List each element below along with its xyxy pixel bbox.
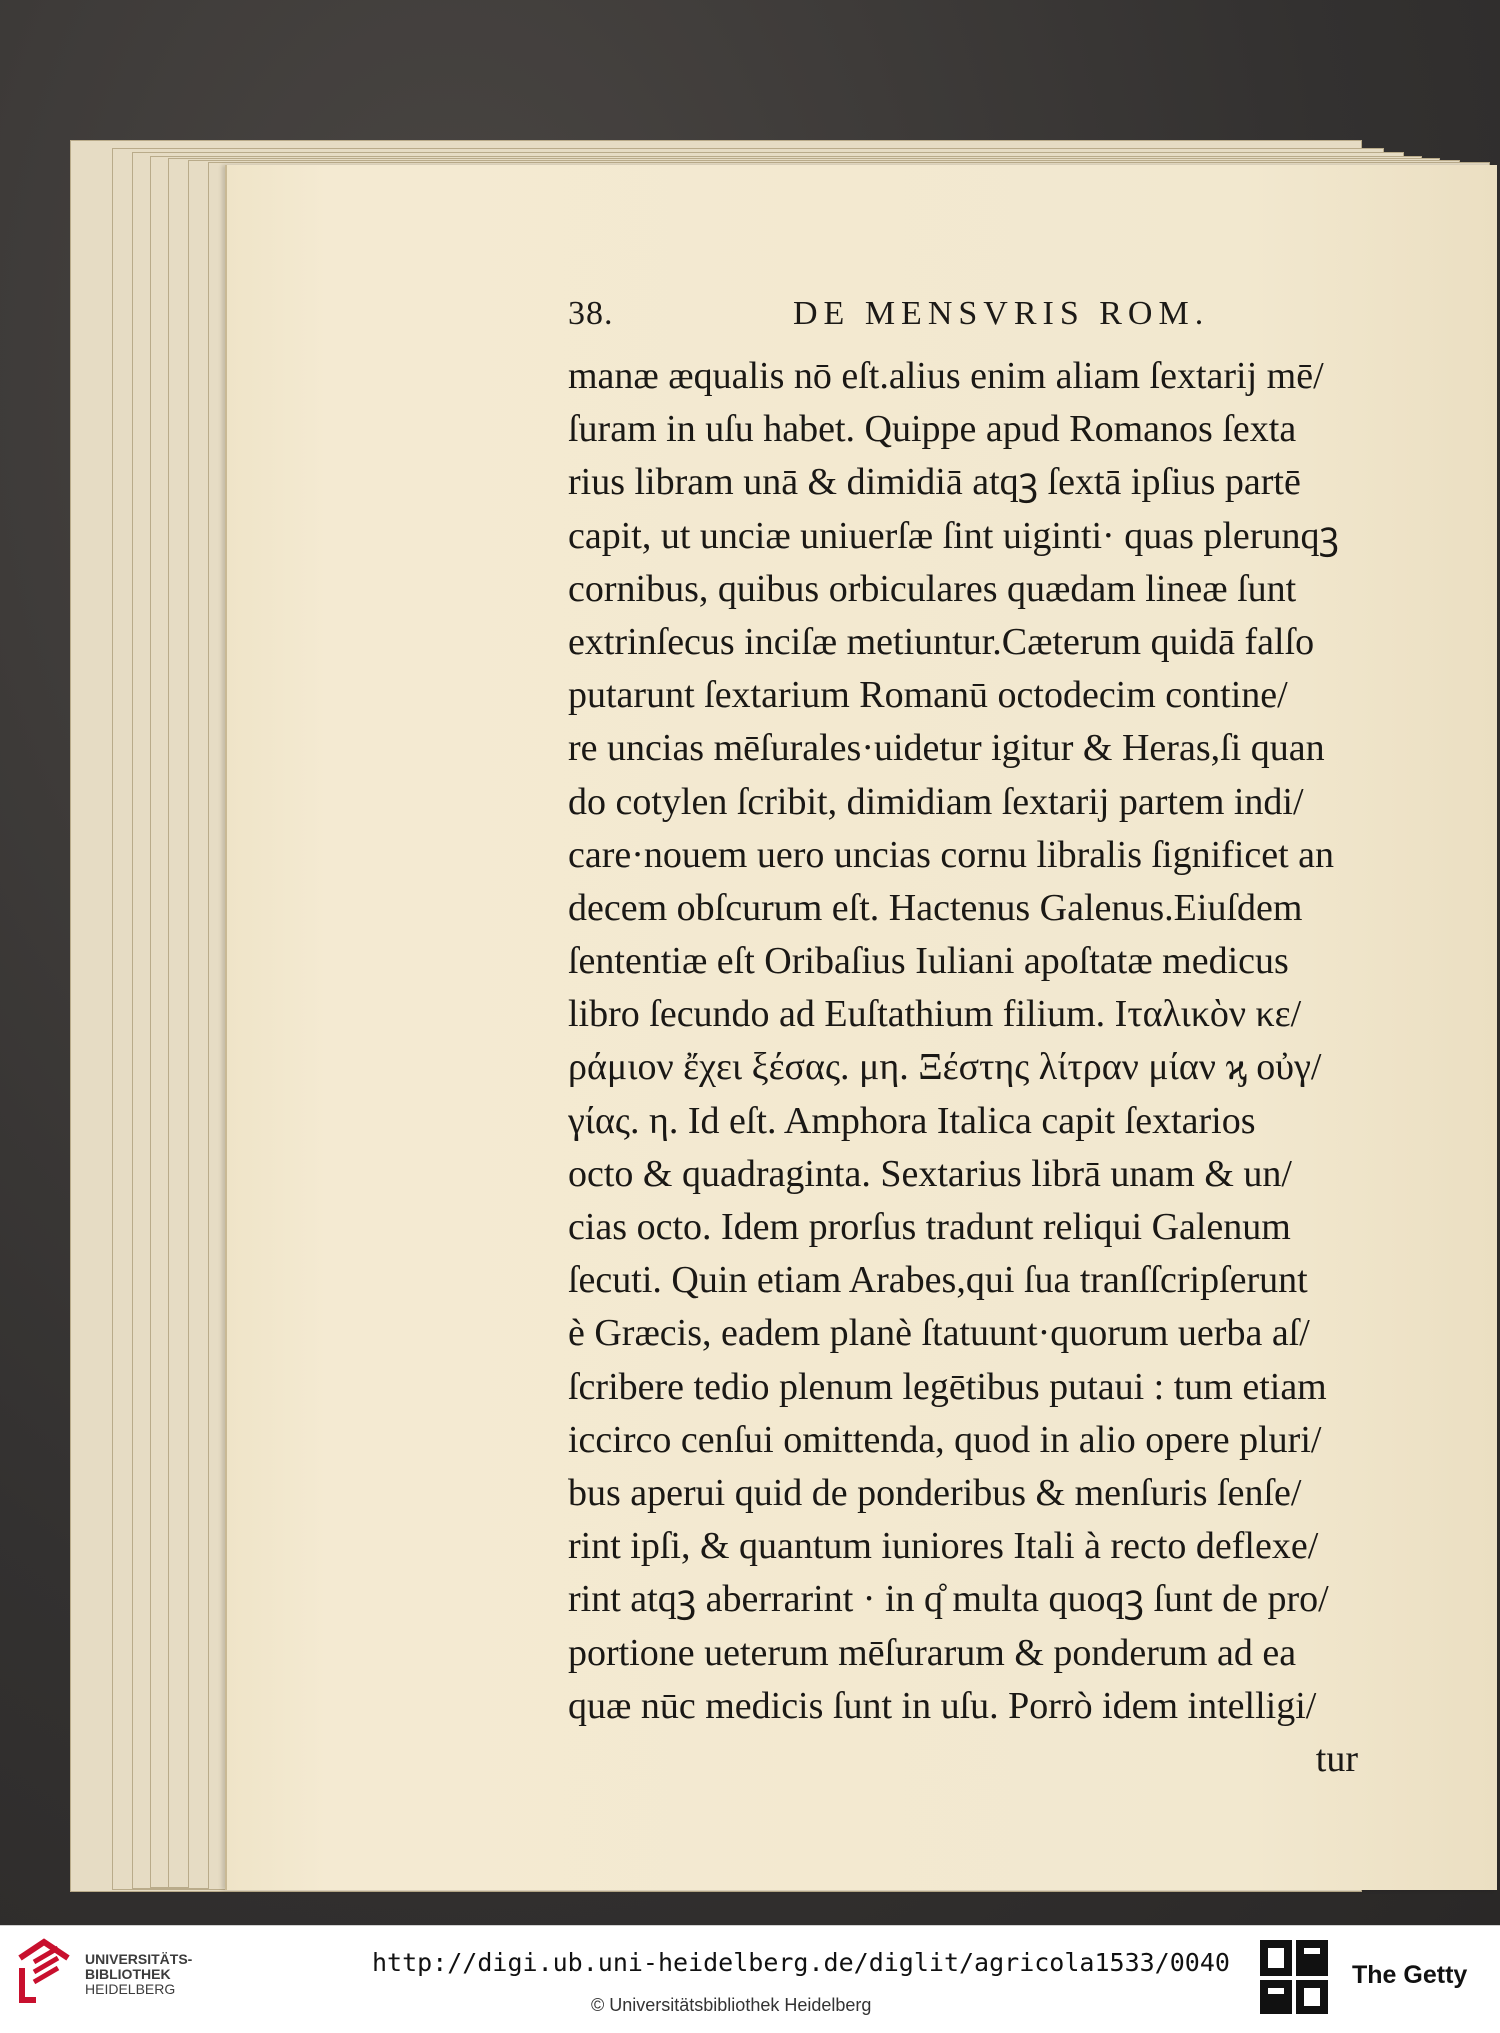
text-line: octo & quadraginta. Sextarius librā unam & un/ [568,1152,1292,1195]
text-line: extrinſecus inciſæ metiuntur.Cæterum quidā falſo [568,620,1315,663]
text-line: ſuram in uſu habet. Quippe apud Romanos ſexta [568,408,1297,451]
text-line: ſcribere tedio plenum legētibus putaui : tum etiam [568,1365,1327,1408]
text-line: ſententiæ eſt Oribaſius Iuliani apoſtatæ medicus [568,940,1289,983]
institution-line: BIBLIOTHEK [85,1966,171,1982]
running-head: DE MENSVRIS ROM. [793,295,1210,332]
text-line: cornibus, quibus orbiculares quædam lineæ ſunt [568,567,1297,610]
text-line: rint ipſi, & quantum iuniores Itali à recto deflexe/ [568,1525,1319,1568]
text-line: putarunt ſextarium Romanū octodecim contine/ [568,674,1288,717]
text-line: rius libram unā & dimidiā atqꝫ ſextā ipſius partē [568,461,1301,504]
text-line: manæ æqualis nō eſt.alius enim aliam ſextarij mē/ [568,355,1324,397]
institution-name [85,1952,192,1997]
text-line: ſecuti. Quin etiam Arabes,qui ſua tranſſcripſerunt [568,1259,1308,1302]
text-line: quæ nūc medicis ſunt in uſu. Porrò idem intelligi/ [568,1684,1317,1727]
text-line: è Græcis, eadem planè ſtatuunt·quorum uerba aſ/ [568,1312,1310,1355]
permalink-url[interactable]: http://digi.ub.uni-heidelberg.de/diglit/agricola1533/0040 [372,1948,1230,1977]
copyright-notice: © Universitätsbibliothek Heidelberg [591,1995,872,2015]
getty-logo-icon[interactable] [1258,1938,1330,2016]
text-line: portione ueterum mēſurarum & ponderum ad ea [568,1631,1297,1674]
text-line: capit, ut unciæ uniuerſæ ſint uiginti· quas plerunqꝫ [568,514,1339,557]
partner-name[interactable]: The Getty [1352,1961,1468,1989]
text-line: rint atqꝫ aberrarint · in q̊ multa quoqꝫ ſunt de pro/ [568,1578,1329,1621]
text-line: bus aperui quid de ponderibus & menſuris ſenſe/ [568,1471,1302,1514]
viewer-footer [0,1925,1500,2033]
institution-line: UNIVERSITÄTS- [85,1951,193,1967]
text-line: decem obſcurum eſt. Hactenus Galenus.Eiuſdem [568,886,1303,929]
ub-heidelberg-logo-icon[interactable] [14,1938,76,2008]
text-line: re uncias mēſurales·uidetur igitur & Heras,ſi quan [568,727,1325,770]
text-line: ράμιον ἔχει ξέσας. μη. Ξέστης λίτραν μίαν ϗ οὐγ/ [568,1046,1322,1089]
text-line: care·nouem uero uncias cornu libralis ſignificet an [568,833,1335,876]
page-header [568,295,1358,343]
folio-number: 38. [568,295,614,332]
text-line: γίας. η. Id eſt. Amphora Italica capit ſextarios [568,1099,1256,1142]
text-line: libro ſecundo ad Euſtathium filium. Ιταλικὸν κε/ [568,993,1302,1036]
body-text [568,350,1358,1786]
text-line: iccirco cenſui omittenda, quod in alio opere pluri/ [568,1418,1322,1461]
institution-line: HEIDELBERG [85,1981,176,1997]
catchword: tur [1315,1737,1358,1780]
text-line: cias octo. Idem prorſus tradunt reliqui Galenum [568,1206,1291,1248]
text-line: do cotylen ſcribit, dimidiam ſextarij partem indi/ [568,780,1304,823]
